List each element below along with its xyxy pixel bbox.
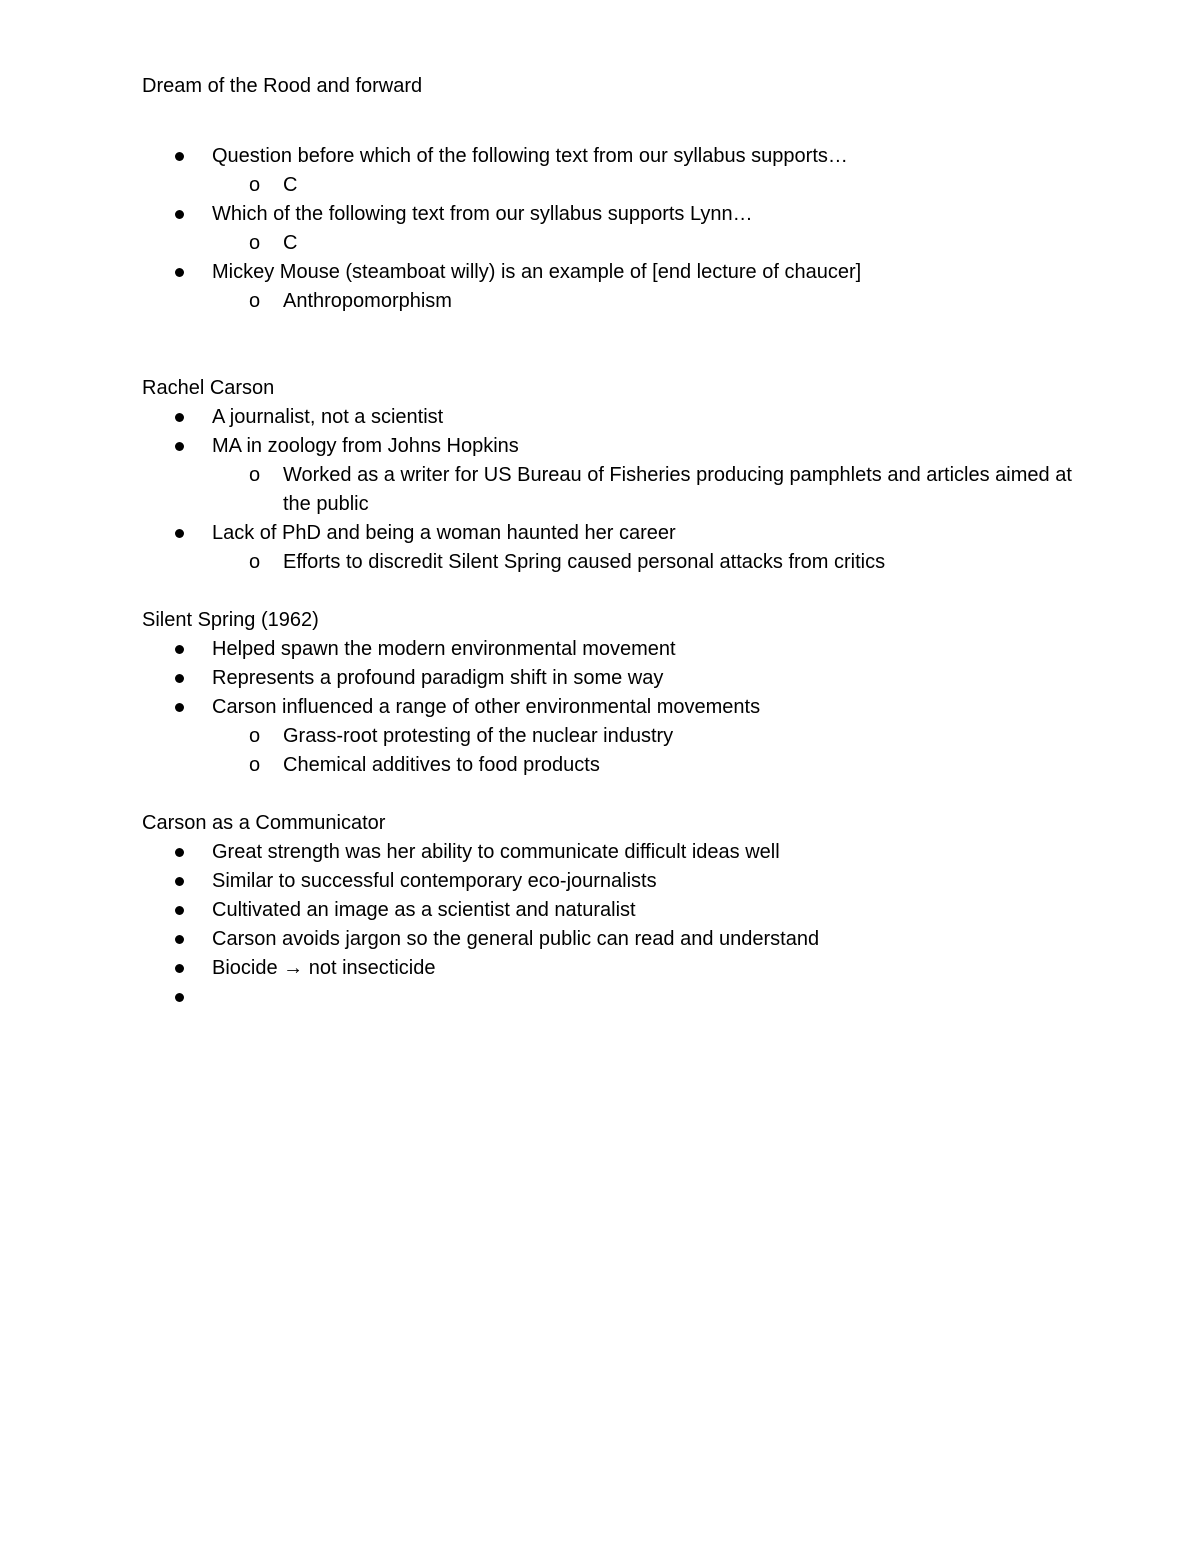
sub-bullet-icon: o [249, 754, 261, 776]
right-arrow-icon: → [283, 957, 304, 979]
sub-bullet-icon: o [249, 725, 261, 747]
list-item [142, 925, 1102, 954]
list-item [142, 432, 1102, 519]
list-item [142, 867, 1102, 896]
sub-bullet-text: Anthropomorphism [283, 290, 452, 312]
bullet-text: Carson avoids jargon so the general public can read and understand [212, 928, 820, 950]
list-item [142, 403, 1102, 432]
bullet-text: Question before which of the following text from our syllabus supports… [212, 145, 848, 167]
sub-bullet-icon: o [249, 232, 261, 254]
section-heading-rachel-carson: Rachel Carson [142, 377, 275, 399]
bullet-icon [175, 268, 184, 277]
bullet-list-silent-spring [142, 635, 1102, 780]
section-heading-carson-as-communicator: Carson as a Communicator [142, 812, 386, 834]
sub-bullet-icon: o [249, 464, 261, 486]
bullet-icon [175, 413, 184, 422]
list-item [142, 664, 1102, 693]
bullet-text: Mickey Mouse (steamboat willy) is an example of [end lecture of chaucer] [212, 261, 862, 283]
sub-bullet-icon: o [249, 551, 261, 573]
bullet-text: Which of the following text from our syllabus supports Lynn… [212, 203, 753, 225]
list-item [142, 142, 1102, 200]
list-item-empty [142, 983, 1102, 1012]
bullet-text: Similar to successful contemporary eco-journalists [212, 870, 657, 892]
sub-bullet-text: Chemical additives to food products [283, 754, 600, 776]
bullet-text: Cultivated an image as a scientist and naturalist [212, 899, 636, 921]
bullet-text: Biocide [212, 957, 278, 979]
sub-bullet-text: C [283, 174, 298, 196]
sub-bullet-icon: o [249, 174, 261, 196]
bullet-icon [175, 993, 184, 1002]
section-heading-dream-of-the-rood: Dream of the Rood and forward [142, 75, 423, 97]
list-item [142, 200, 1102, 258]
bullet-text: Represents a profound paradigm shift in some way [212, 667, 664, 689]
bullet-icon [175, 703, 184, 712]
bullet-list-rachel-carson [142, 403, 1102, 577]
bullet-icon [175, 210, 184, 219]
bullet-text: Helped spawn the modern environmental movement [212, 638, 676, 660]
list-item [142, 954, 1102, 983]
list-item [142, 693, 1102, 780]
bullet-list-carson-as-communicator [142, 838, 1102, 1012]
bullet-icon [175, 877, 184, 886]
bullet-icon [175, 906, 184, 915]
bullet-text: Great strength was her ability to communicate difficult ideas well [212, 841, 780, 863]
list-item [142, 635, 1102, 664]
sub-bullet-text: Grass-root protesting of the nuclear industry [283, 725, 674, 747]
bullet-icon [175, 964, 184, 973]
section-heading-silent-spring: Silent Spring (1962) [142, 609, 319, 631]
list-item [142, 896, 1102, 925]
bullet-text: A journalist, not a scientist [212, 406, 444, 428]
bullet-text-after-arrow: not insecticide [308, 957, 436, 979]
list-item [142, 838, 1102, 867]
sub-bullet-icon: o [249, 290, 261, 312]
bullet-icon [175, 674, 184, 683]
sub-bullet-text: Efforts to discredit Silent Spring caused personal attacks from critics [283, 551, 886, 573]
sub-bullet-text: Worked as a writer for US Bureau of Fisheries producing pamphlets and articles aimed at the public [283, 464, 1072, 515]
list-item [142, 258, 1102, 316]
sub-bullet-text: C [283, 232, 298, 254]
list-item [142, 519, 1102, 577]
bullet-icon [175, 848, 184, 857]
bullet-icon [175, 152, 184, 161]
bullet-icon [175, 935, 184, 944]
bullet-text: Carson influenced a range of other environmental movements [212, 696, 761, 718]
bullet-icon [175, 529, 184, 538]
bullet-text: Lack of PhD and being a woman haunted her career [212, 522, 676, 544]
bullet-icon [175, 442, 184, 451]
bullet-icon [175, 645, 184, 654]
document-page [142, 72, 1102, 1012]
bullet-list-dream-of-the-rood [142, 142, 1102, 316]
bullet-text: MA in zoology from Johns Hopkins [212, 435, 519, 457]
